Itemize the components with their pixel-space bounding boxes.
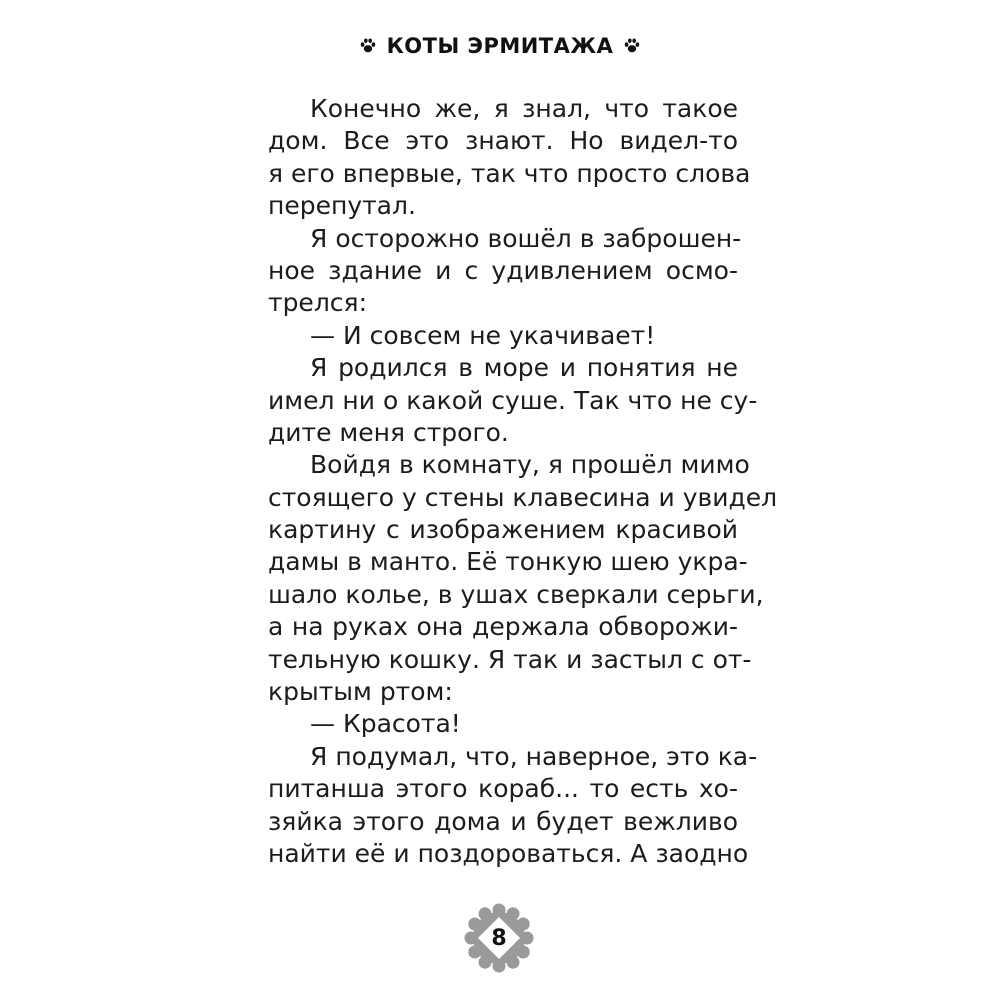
text-line: — И совсем не укачивает! xyxy=(310,320,656,350)
text-line: перепутал. xyxy=(268,191,416,221)
text-line: картину с изображением красивой xyxy=(268,515,738,545)
text-line: тельную кошку. Я так и застыл с от- xyxy=(268,644,752,674)
text-line: шало колье, в ушах сверкали серьги, xyxy=(268,579,764,609)
body-text xyxy=(268,93,778,870)
text-line: дом. Все это знают. Но видел-то xyxy=(268,126,738,156)
text-line: дите меня строго. xyxy=(268,417,509,447)
running-header xyxy=(0,30,1000,62)
text-line: — Красота! xyxy=(310,709,461,739)
paw-icon xyxy=(623,37,641,55)
text-line: ное здание и с удивлением осмо- xyxy=(268,255,738,285)
paw-icon xyxy=(359,37,377,55)
page-number-badge xyxy=(463,902,535,974)
text-line: зяйка этого дома и будет вежливо xyxy=(268,806,738,836)
text-line: я его впервые, так что просто слова xyxy=(268,158,751,188)
text-line: Я осторожно вошёл в заброшен- xyxy=(310,223,742,253)
text-line: Я родился в море и понятия не xyxy=(310,353,738,383)
text-line: имел ни о какой суше. Так что не су- xyxy=(268,385,758,415)
text-line: Конечно же, я знал, что такое xyxy=(310,94,738,123)
text-line: крытым ртом: xyxy=(268,677,453,707)
text-line: Я подумал, что, наверное, это ка- xyxy=(310,741,758,771)
text-line: найти её и поздороваться. А заодно xyxy=(268,838,749,868)
text-line: стоящего у стены клавесина и увидел xyxy=(268,482,778,512)
text-line: а на руках она держала обворожи- xyxy=(268,612,738,642)
text-line: трелся: xyxy=(268,288,367,318)
book-title: КОТЫ ЭРМИТАЖА xyxy=(386,34,614,58)
text-line: Войдя в комнату, я прошёл мимо xyxy=(310,450,750,480)
text-line: питанша этого кораб... то есть хо- xyxy=(268,774,738,804)
page-number: 8 xyxy=(491,925,507,951)
text-line: дамы в манто. Её тонкую шею укра- xyxy=(268,547,748,577)
